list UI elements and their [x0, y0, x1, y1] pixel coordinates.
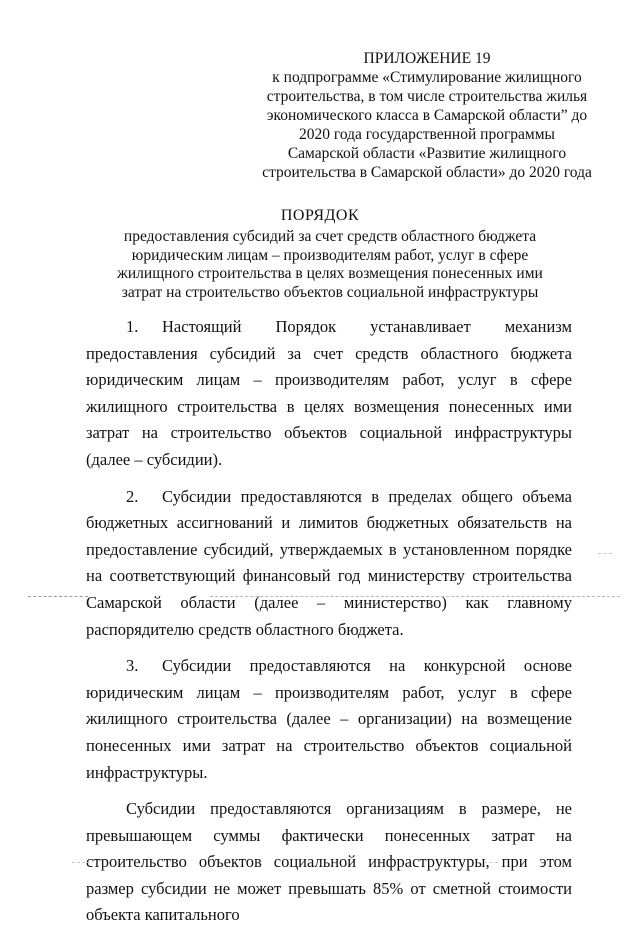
scan-artifact-line — [210, 596, 620, 597]
paragraph-text: Субсидии предоставляются на конкурсной основе юридическим лицам – производителям работ, услуг в сфере жилищного строительства (далее – организации) на возмещение понесенных ими затрат на строительство объектов социальной инфраструктуры. — [86, 656, 572, 782]
paragraph-1 — [86, 314, 572, 474]
scan-artifact-line — [28, 596, 88, 597]
scan-artifact-line — [598, 553, 612, 554]
scan-artifact-line — [484, 862, 498, 863]
paragraph-3 — [86, 653, 572, 786]
paragraph-2 — [86, 484, 572, 644]
paragraph-text: Субсидии предоставляются организациям в размере, не превышающем суммы фактически понесенных затрат на строительство объектов социальной инфраструктуры, при этом размер субсидии не может превышать 85% от сметной стоимости объекта капитального — [86, 799, 572, 925]
paragraph-text: Субсидии предоставляются в пределах общего объема бюджетных ассигнований и лимитов бюджетных обязательств на предоставление субсидий, утверждаемых в установленном порядке на соответствующий финансовый год министерству строительства Самарской области (далее – министерство) как главному распорядителю средств областного бюджета. — [86, 486, 572, 639]
appendix-title: ПРИЛОЖЕНИЕ 19 — [363, 50, 491, 67]
paragraph-number: 2. — [126, 486, 139, 506]
paragraph-number: 3. — [126, 656, 139, 676]
appendix-header — [262, 49, 592, 182]
appendix-text: к подпрограмме «Стимулирование жилищного строительства, в том числе строительства жилья экономического класса в Самарской области” до 2020 года государственной программы Самарской области «Развитие жилищного строительства в Самарской области» до 2020 года — [262, 69, 592, 181]
document-title: ПОРЯДОК — [280, 207, 360, 224]
document-subtitle: предоставления субсидий за счет средств областного бюджета юридическим лицам – производителям работ, услуг в сфере жилищного строительства в целях возмещения понесенных ими затрат на строительство объектов социальной инфраструктуры — [117, 228, 543, 301]
paragraph-number: 1. — [126, 317, 139, 336]
scan-artifact-line — [72, 862, 90, 863]
paragraph-4 — [86, 796, 572, 929]
document-body — [86, 314, 572, 929]
paragraph-text: Настоящий Порядок устанавливает механизм предоставления субсидий за счет средств областного бюджета юридическим лицам – производителям работ, услуг в сфере жилищного строительства в целях возмещения понесенных ими затрат на строительство объектов социальной инфраструктуры (далее – субсидии). — [86, 317, 572, 469]
